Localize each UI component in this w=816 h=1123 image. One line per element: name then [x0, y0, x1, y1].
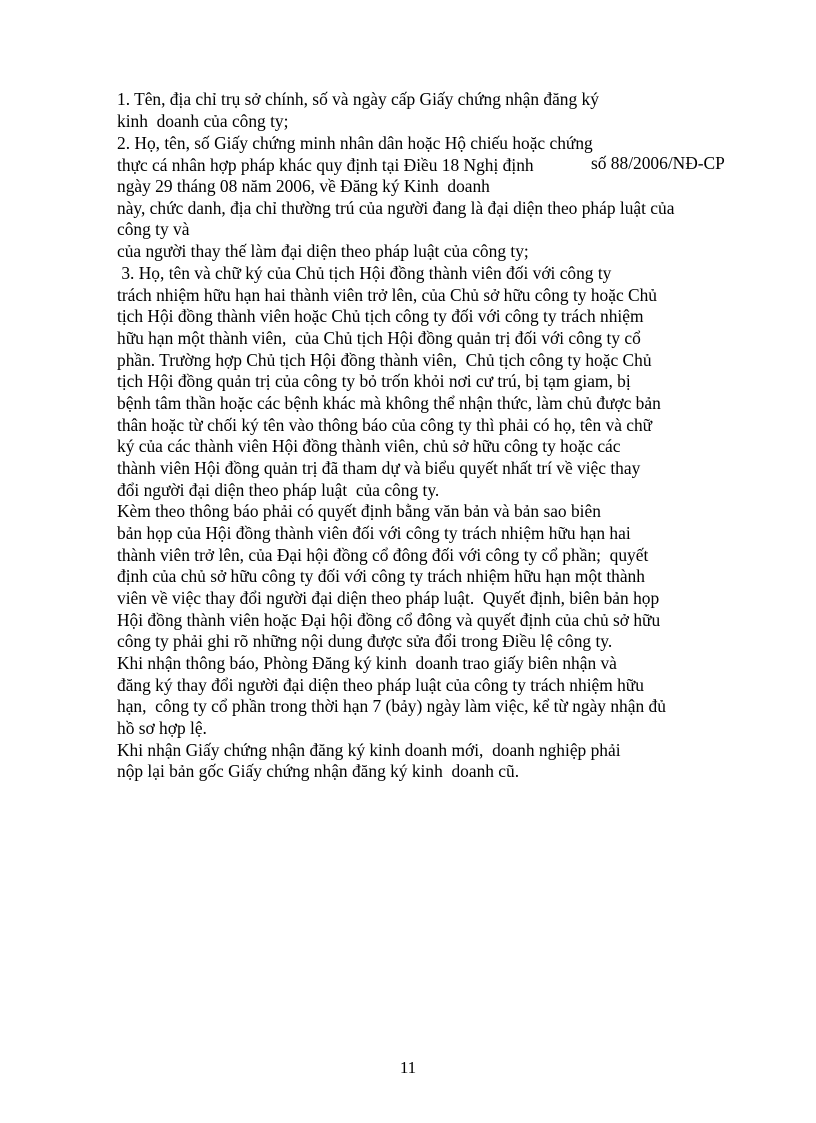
text-line: bản họp của Hội đồng thành viên đối với công ty trách nhiệm hữu hạn hai [117, 523, 631, 543]
text-line: 2. Họ, tên, số Giấy chứng minh nhân dân hoặc Hộ chiếu hoặc chứng [117, 133, 593, 153]
text-line: nộp lại bản gốc Giấy chứng nhận đăng ký kinh doanh cũ. [117, 761, 520, 781]
text-line: thực cá nhân hợp pháp khác quy định tại Điều 18 Nghị định [117, 155, 534, 175]
text-line: phần. Trường hợp Chủ tịch Hội đồng thành viên, Chủ tịch công ty hoặc Chủ [117, 350, 652, 370]
text-line: ký của các thành viên Hội đồng thành viên, chủ sở hữu công ty hoặc các [117, 436, 621, 456]
text-line: đổi người đại diện theo pháp luật của công ty. [117, 480, 440, 500]
text-line: trách nhiệm hữu hạn hai thành viên trở lên, của Chủ sở hữu công ty hoặc Chủ [117, 285, 658, 305]
text-line: thân hoặc từ chối ký tên vào thông báo của công ty thì phải có họ, tên và chữ [117, 415, 653, 435]
text-line: Khi nhận thông báo, Phòng Đăng ký kinh doanh trao giấy biên nhận và [117, 653, 617, 673]
text-line: số 88/2006/NĐ-CP [591, 153, 725, 173]
text-line: định của chủ sở hữu công ty đối với công ty trách nhiệm hữu hạn một thành [117, 566, 645, 586]
text-line: Hội đồng thành viên hoặc Đại hội đồng cổ đông và quyết định của chủ sở hữu [117, 610, 661, 630]
text-line: Kèm theo thông báo phải có quyết định bằng văn bản và bản sao biên [117, 501, 601, 521]
page-number: 11 [399, 1058, 417, 1077]
text-line: công ty và [117, 219, 190, 239]
text-line: ngày 29 tháng 08 năm 2006, về Đăng ký Kinh doanh [117, 176, 490, 196]
text-line: của người thay thế làm đại diện theo pháp luật của công ty; [117, 241, 529, 261]
text-line: viên về việc thay đổi người đại diện theo pháp luật. Quyết định, biên bản họp [117, 588, 660, 608]
text-line: kinh doanh của công ty; [117, 111, 289, 131]
text-line: tịch Hội đồng thành viên hoặc Chủ tịch công ty đối với công ty trách nhiệm [117, 306, 644, 326]
text-line: công ty phải ghi rõ những nội dung được sửa đổi trong Điều lệ công ty. [117, 631, 613, 651]
text-line: bệnh tâm thần hoặc các bệnh khác mà không thể nhận thức, làm chủ được bản [117, 393, 661, 413]
text-line: thành viên Hội đồng quản trị đã tham dự và biểu quyết nhất trí về việc thay [117, 458, 641, 478]
text-line: tịch Hội đồng quản trị của công ty bỏ trốn khỏi nơi cư trú, bị tạm giam, bị [117, 371, 631, 391]
text-line: hồ sơ hợp lệ. [117, 718, 207, 738]
text-line: 3. Họ, tên và chữ ký của Chủ tịch Hội đồng thành viên đối với công ty [117, 263, 612, 283]
text-line: này, chức danh, địa chỉ thường trú của người đang là đại diện theo pháp luật của [117, 198, 675, 218]
text-line: hạn, công ty cổ phần trong thời hạn 7 (bảy) ngày làm việc, kể từ ngày nhận đủ [117, 696, 666, 716]
text-line: 1. Tên, địa chỉ trụ sở chính, số và ngày cấp Giấy chứng nhận đăng ký [117, 89, 599, 109]
text-line: Khi nhận Giấy chứng nhận đăng ký kinh doanh mới, doanh nghiệp phải [117, 740, 621, 760]
text-line: thành viên trở lên, của Đại hội đồng cổ đông đối với công ty cổ phần; quyết [117, 545, 649, 565]
text-line: đăng ký thay đổi người đại diện theo pháp luật của công ty trách nhiệm hữu [117, 675, 644, 695]
text-line: hữu hạn một thành viên, của Chủ tịch Hội đồng quản trị đối với công ty cổ [117, 328, 641, 348]
